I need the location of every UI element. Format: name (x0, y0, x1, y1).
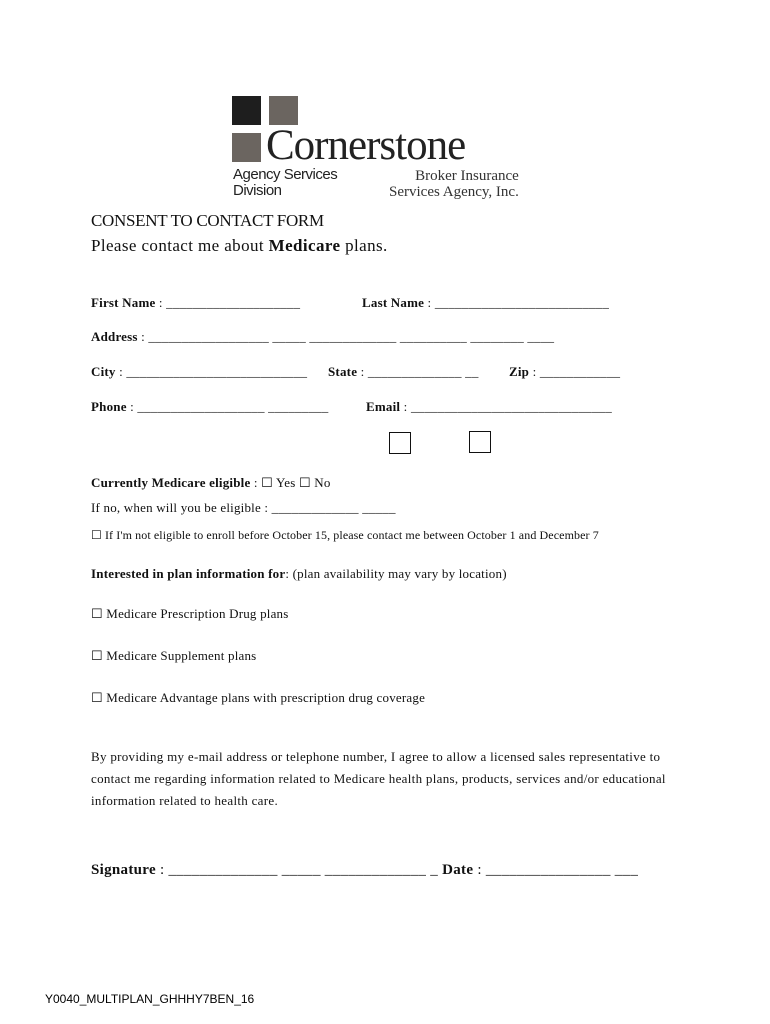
eligible-question[interactable] (91, 475, 331, 491)
signature-date-row[interactable] (91, 862, 638, 879)
footer-code: Y0040_MULTIPLAN_GHHHY7BEN_16 (45, 992, 255, 1006)
logo-tagline (389, 168, 519, 200)
subtitle-prefix: Please contact me about (91, 236, 269, 255)
interest-heading (91, 566, 507, 582)
plan-option-prescription-drug[interactable]: ☐ Medicare Prescription Drug plans (91, 606, 289, 621)
interest-note: : (plan availability may vary by location) (285, 566, 507, 581)
address-label: Address (91, 329, 138, 344)
logo-division (233, 167, 337, 199)
checkbox-large-2[interactable] (469, 431, 491, 453)
logo-wordmark: Cornerstone (266, 122, 466, 169)
signature-line[interactable]: : ______________ _____ _____________ _ (155, 862, 443, 878)
city-field[interactable] (91, 364, 307, 380)
state-field[interactable] (328, 364, 479, 380)
first-name-line[interactable]: : ____________________ (155, 295, 301, 310)
date-line[interactable]: : ________________ ___ (473, 862, 639, 878)
enroll-option[interactable]: ☐ If I'm not eligible to enroll before October 15, please contact me between October 1 and December 7 (91, 528, 599, 542)
email-field[interactable] (366, 399, 612, 415)
email-line[interactable]: : ______________________________ (400, 399, 612, 414)
phone-line[interactable]: : ___________________ _________ (126, 399, 329, 414)
form-title: CONSENT TO CONTACT FORM (91, 211, 324, 230)
logo-square-bottom-left (232, 133, 261, 162)
city-label: City (91, 364, 116, 379)
date-label: Date (442, 862, 474, 878)
form-subtitle (91, 236, 388, 256)
phone-label: Phone (91, 399, 127, 414)
email-label: Email (366, 399, 401, 414)
logo-division-line1: Agency Services (233, 166, 338, 183)
eligible-label: Currently Medicare eligible (91, 475, 251, 490)
subtitle-suffix: plans. (340, 236, 388, 255)
state-line[interactable]: : ______________ __ (357, 364, 479, 379)
address-field[interactable] (91, 329, 554, 345)
eligible-options[interactable]: : ☐ Yes ☐ No (250, 475, 331, 490)
last-name-line[interactable]: : __________________________ (424, 295, 610, 310)
subtitle-bold: Medicare (268, 236, 341, 255)
interest-label: Interested in plan information for (91, 566, 286, 581)
last-name-label: Last Name (362, 295, 425, 310)
logo-division-line2: Division (233, 182, 282, 199)
phone-field[interactable] (91, 399, 328, 415)
logo-square-top-right (269, 96, 298, 125)
zip-label: Zip (509, 364, 530, 379)
city-line[interactable]: : ___________________________ (115, 364, 308, 379)
if-no-eligible-line[interactable]: If no, when will you be eligible : _____________ _____ (91, 500, 396, 515)
state-label: State (328, 364, 358, 379)
logo-tagline-line1: Broker Insurance (415, 168, 519, 184)
address-line[interactable]: : __________________ _____ _____________ __________ ________ ____ (137, 329, 555, 344)
consent-paragraph: By providing my e-mail address or telephone number, I agree to allow a licensed sales representative to contact me regarding information related to Medicare health plans, products, services and/or educational information related to health care. (91, 749, 666, 808)
checkbox-large-1[interactable] (389, 432, 411, 454)
signature-label: Signature (91, 862, 156, 878)
zip-line[interactable]: : ____________ (529, 364, 621, 379)
first-name-label: First Name (91, 295, 156, 310)
plan-option-advantage[interactable]: ☐ Medicare Advantage plans with prescription drug coverage (91, 690, 426, 705)
logo-tagline-line2: Services Agency, Inc. (389, 184, 519, 200)
plan-option-supplement[interactable]: ☐ Medicare Supplement plans (91, 648, 257, 663)
zip-field[interactable] (509, 364, 620, 380)
logo-square-top-left (232, 96, 261, 125)
last-name-field[interactable] (362, 295, 609, 311)
first-name-field[interactable] (91, 295, 300, 311)
